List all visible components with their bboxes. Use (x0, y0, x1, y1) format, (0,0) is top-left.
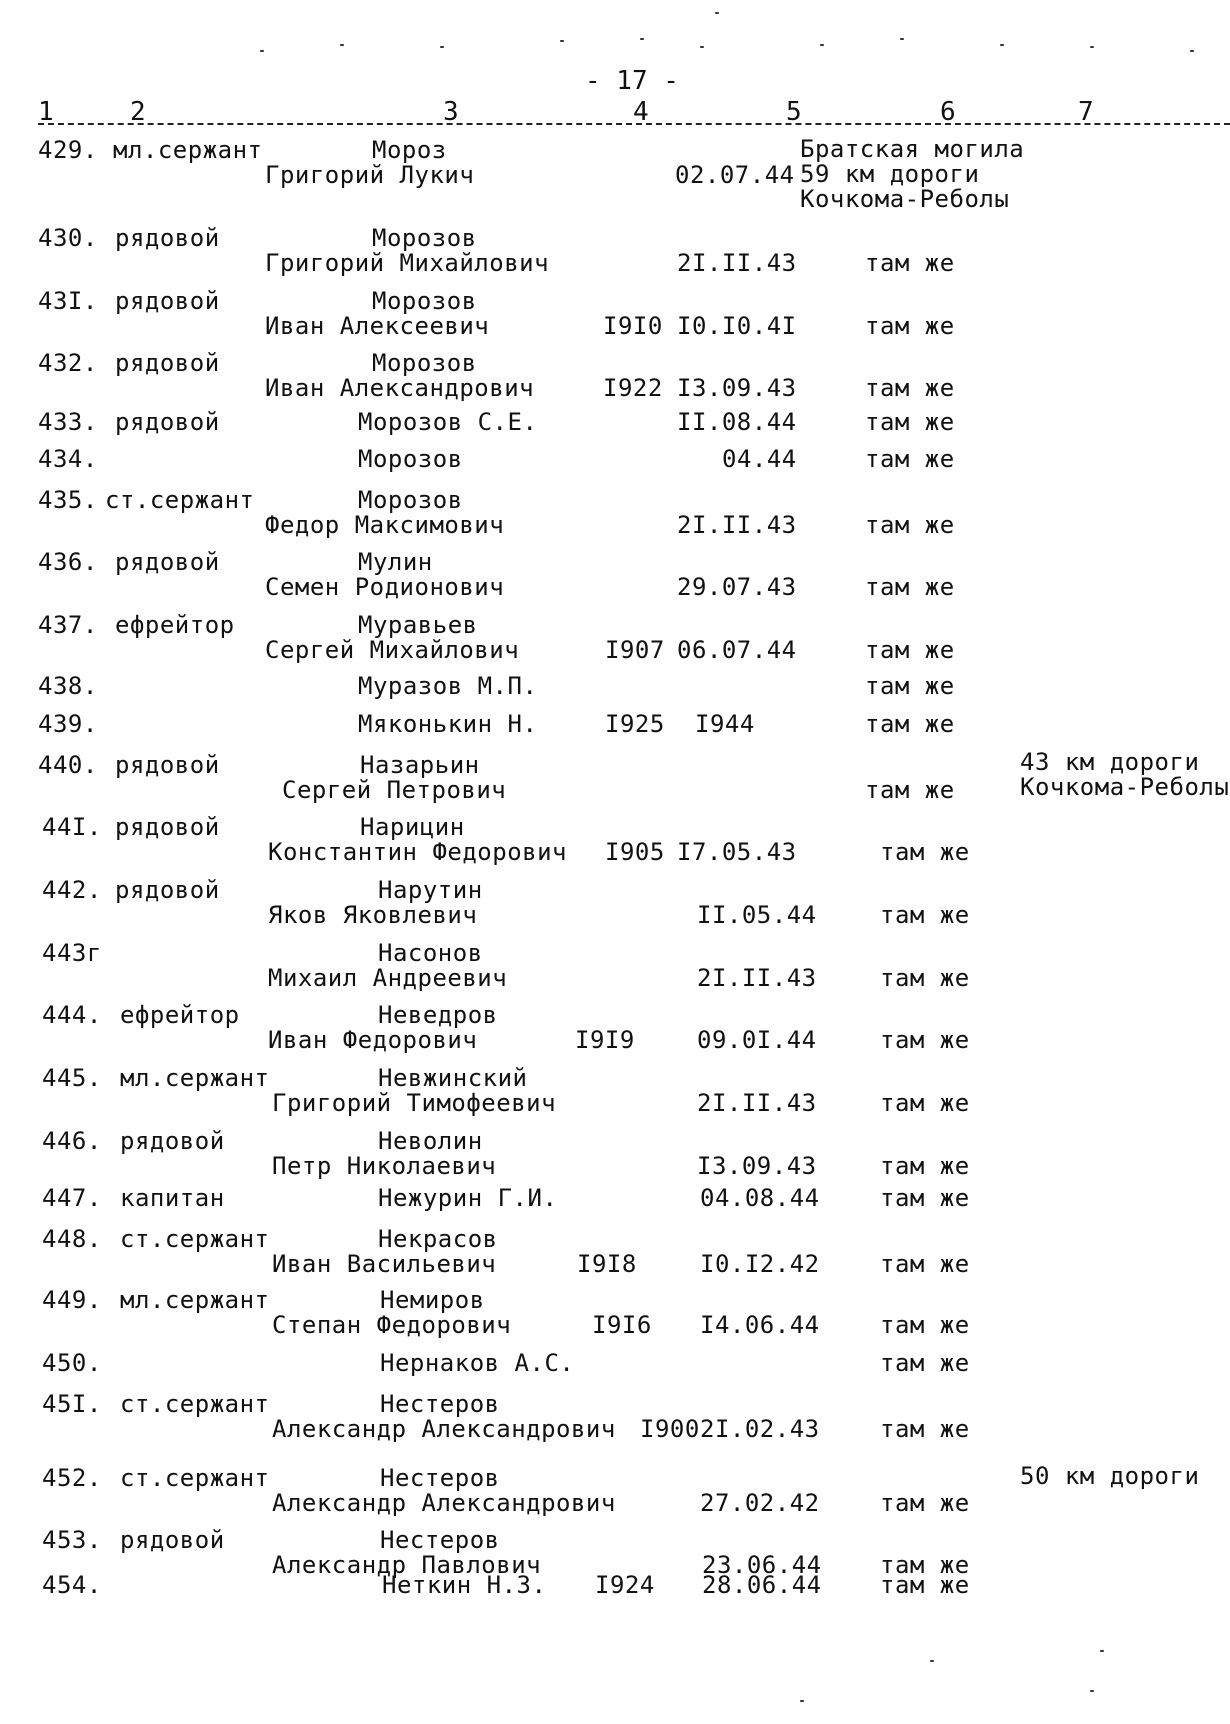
surname-text: Нежурин Г.И. (378, 1184, 558, 1212)
page-number: - 17 - (585, 66, 679, 96)
birth-year-text: I900 (640, 1415, 700, 1443)
record-number: 453. (42, 1526, 102, 1554)
rank-text: мл.сержант (120, 1286, 270, 1314)
rank-text: мл.сержант (113, 136, 263, 164)
surname-text: Нарицин (360, 813, 465, 841)
rank-text: капитан (120, 1184, 225, 1212)
given-name-text: Семен Родионович (265, 573, 505, 601)
burial-place-text: там же (865, 710, 955, 738)
rank-text: рядовой (115, 287, 220, 315)
birth-year-text: I9I9 (575, 1026, 635, 1054)
surname-text: Насонов (378, 939, 483, 967)
given-name-text: Федор Максимович (265, 511, 505, 539)
record-number: 442. (42, 876, 102, 904)
column-header-6: 6 (940, 97, 956, 127)
burial-place-text: там же (880, 1026, 970, 1054)
scan-speck (1100, 1650, 1104, 1652)
scan-speck (715, 12, 719, 14)
burial-place-text: там же (865, 312, 955, 340)
surname-text: Мороз (372, 136, 447, 164)
given-name-text: Сергей Петрович (282, 776, 507, 804)
column-header-1: 1 (38, 97, 54, 127)
surname-text: Морозов (372, 224, 477, 252)
record-number: 44I. (42, 813, 102, 841)
given-name-text: Иван Алексеевич (265, 312, 490, 340)
burial-place-text: там же (880, 1349, 970, 1377)
scan-speck (340, 44, 344, 46)
death-date-text: 2I.II.43 (677, 249, 797, 277)
header-dashed-rule (38, 123, 1230, 125)
given-name-text: Александр Александрович (272, 1415, 616, 1443)
rank-text: рядовой (115, 876, 220, 904)
surname-text: Морозов (372, 287, 477, 315)
record-number: 45I. (42, 1390, 102, 1418)
surname-text: Мяконькин Н. (358, 710, 538, 738)
death-date-text: 04.08.44 (700, 1184, 820, 1212)
surname-text: Нернаков А.С. (380, 1349, 575, 1377)
record-number: 432. (38, 349, 98, 377)
note-text: 50 км дороги (1020, 1462, 1200, 1490)
rank-text: рядовой (115, 751, 220, 779)
given-name-text: Михаил Андреевич (268, 964, 508, 992)
given-name-text: Иван Александрович (265, 374, 535, 402)
burial-place-text: Братская могила 59 км дороги Кочкома-Реболы (800, 135, 1025, 213)
burial-place-text: там же (880, 1571, 970, 1599)
burial-place-text: там же (880, 1415, 970, 1443)
rank-text: ефрейтор (115, 611, 235, 639)
given-name-text: Петр Николаевич (272, 1152, 497, 1180)
rank-text: рядовой (115, 813, 220, 841)
death-date-text: I944 (695, 710, 755, 738)
burial-place-text: там же (865, 445, 955, 473)
death-date-text: I3.09.43 (697, 1152, 817, 1180)
column-header-3: 3 (443, 97, 459, 127)
surname-text: Некрасов (378, 1225, 498, 1253)
record-number: 443г (42, 939, 102, 967)
burial-place-text: там же (880, 1551, 970, 1579)
scan-speck (1000, 44, 1004, 46)
burial-place-text: там же (865, 776, 955, 804)
burial-place-text: там же (865, 374, 955, 402)
burial-place-text: там же (880, 1152, 970, 1180)
birth-year-text: I922 (603, 374, 663, 402)
record-number: 433. (38, 408, 98, 436)
surname-text: Нарутин (378, 876, 483, 904)
burial-place-text: там же (880, 838, 970, 866)
scan-speck (440, 46, 444, 48)
record-number: 439. (38, 710, 98, 738)
surname-text: Назарьин (360, 751, 480, 779)
surname-text: Мулин (358, 548, 433, 576)
rank-text: рядовой (115, 548, 220, 576)
death-date-text: 2I.II.43 (697, 1089, 817, 1117)
surname-text: Неволин (378, 1127, 483, 1155)
scan-speck (1190, 50, 1194, 52)
rank-text: рядовой (120, 1526, 225, 1554)
surname-text: Неткин Н.З. (382, 1571, 547, 1599)
record-number: 447. (42, 1184, 102, 1212)
column-header-2: 2 (130, 97, 146, 127)
birth-year-text: I905 (605, 838, 665, 866)
record-number: 436. (38, 548, 98, 576)
record-number: 437. (38, 611, 98, 639)
death-date-text: 02.07.44 (675, 161, 795, 189)
burial-place-text: там же (865, 672, 955, 700)
death-date-text: I7.05.43 (677, 838, 797, 866)
rank-text: рядовой (115, 408, 220, 436)
surname-text: Неведров (378, 1001, 498, 1029)
surname-text: Невжинский (378, 1064, 528, 1092)
burial-place-text: там же (880, 901, 970, 929)
record-number: 448. (42, 1225, 102, 1253)
scan-speck (560, 40, 564, 42)
death-date-text: 23.06.44 (702, 1551, 822, 1579)
given-name-text: Александр Павлович (272, 1551, 542, 1579)
record-number: 435. (38, 486, 98, 514)
burial-place-text: там же (865, 636, 955, 664)
burial-place-text: там же (880, 1184, 970, 1212)
birth-year-text: I924 (595, 1571, 655, 1599)
record-number: 429. (38, 136, 98, 164)
record-number: 454. (42, 1571, 102, 1599)
given-name-text: Константин Федорович (268, 838, 567, 866)
death-date-text: I0.I0.4I (677, 312, 797, 340)
record-number: 440. (38, 751, 98, 779)
death-date-text: 27.02.42 (700, 1489, 820, 1517)
surname-text: Морозов (358, 486, 463, 514)
burial-place-text: там же (865, 408, 955, 436)
death-date-text: 2I.02.43 (700, 1415, 820, 1443)
burial-place-text: там же (880, 1089, 970, 1117)
surname-text: Муравьев (358, 611, 478, 639)
surname-text: Нестеров (380, 1526, 500, 1554)
death-date-text: I3.09.43 (677, 374, 797, 402)
birth-year-text: I9I8 (577, 1250, 637, 1278)
rank-text: ст.сержант (120, 1225, 270, 1253)
surname-text: Морозов (372, 349, 477, 377)
burial-place-text: там же (880, 1250, 970, 1278)
rank-text: рядовой (115, 349, 220, 377)
surname-text: Морозов (358, 445, 463, 473)
surname-text: Морозов С.Е. (358, 408, 538, 436)
birth-year-text: I9I0 (603, 312, 663, 340)
surname-text: Нестеров (380, 1390, 500, 1418)
birth-year-text: I9I6 (592, 1311, 652, 1339)
rank-text: ст.сержант (105, 486, 255, 514)
rank-text: ст.сержант (120, 1390, 270, 1418)
death-date-text: II.08.44 (677, 408, 797, 436)
given-name-text: Иван Федорович (268, 1026, 478, 1054)
rank-text: ефрейтор (120, 1001, 240, 1029)
record-number: 43I. (38, 287, 98, 315)
burial-place-text: там же (880, 1311, 970, 1339)
death-date-text: 2I.II.43 (677, 511, 797, 539)
given-name-text: Иван Васильевич (272, 1250, 497, 1278)
death-date-text: I4.06.44 (700, 1311, 820, 1339)
record-number: 434. (38, 445, 98, 473)
death-date-text: 06.07.44 (677, 636, 797, 664)
rank-text: мл.сержант (120, 1064, 270, 1092)
death-date-text: 28.06.44 (702, 1571, 822, 1599)
death-date-text: 04.44 (722, 445, 797, 473)
record-number: 438. (38, 672, 98, 700)
death-date-text: 09.0I.44 (697, 1026, 817, 1054)
burial-place-text: там же (865, 249, 955, 277)
burial-place-text: там же (880, 1489, 970, 1517)
scan-speck (700, 46, 704, 48)
given-name-text: Степан Федорович (272, 1311, 512, 1339)
scan-speck (800, 1700, 804, 1702)
birth-year-text: I925 (605, 710, 665, 738)
note-text: 43 км дороги Кочкома-Реболы (1020, 748, 1230, 801)
scan-speck (260, 50, 264, 52)
record-number: 445. (42, 1064, 102, 1092)
rank-text: ст.сержант (120, 1464, 270, 1492)
burial-place-text: там же (865, 573, 955, 601)
scan-speck (930, 1660, 934, 1662)
scan-speck (1090, 46, 1094, 48)
burial-place-text: там же (880, 964, 970, 992)
death-date-text: 2I.II.43 (697, 964, 817, 992)
surname-text: Муразов М.П. (358, 672, 538, 700)
scan-speck (900, 38, 904, 40)
birth-year-text: I907 (605, 636, 665, 664)
scan-speck (820, 44, 824, 46)
record-number: 452. (42, 1464, 102, 1492)
column-header-7: 7 (1078, 97, 1094, 127)
record-number: 446. (42, 1127, 102, 1155)
given-name-text: Сергей Михайлович (265, 636, 520, 664)
death-date-text: II.05.44 (697, 901, 817, 929)
column-header-5: 5 (786, 97, 802, 127)
given-name-text: Григорий Тимофеевич (272, 1089, 557, 1117)
column-header-row (38, 97, 1230, 129)
given-name-text: Григорий Лукич (265, 161, 475, 189)
rank-text: рядовой (115, 224, 220, 252)
given-name-text: Григорий Михайлович (265, 249, 550, 277)
surname-text: Нестеров (380, 1464, 500, 1492)
given-name-text: Яков Яковлевич (268, 901, 478, 929)
scan-speck (640, 38, 644, 40)
record-number: 450. (42, 1349, 102, 1377)
burial-place-text: там же (865, 511, 955, 539)
record-number: 449. (42, 1286, 102, 1314)
surname-text: Немиров (380, 1286, 485, 1314)
column-header-4: 4 (633, 97, 649, 127)
given-name-text: Александр Александрович (272, 1489, 616, 1517)
rank-text: рядовой (120, 1127, 225, 1155)
death-date-text: I0.I2.42 (700, 1250, 820, 1278)
record-number: 430. (38, 224, 98, 252)
scan-speck (1090, 1690, 1094, 1692)
death-date-text: 29.07.43 (677, 573, 797, 601)
record-number: 444. (42, 1001, 102, 1029)
